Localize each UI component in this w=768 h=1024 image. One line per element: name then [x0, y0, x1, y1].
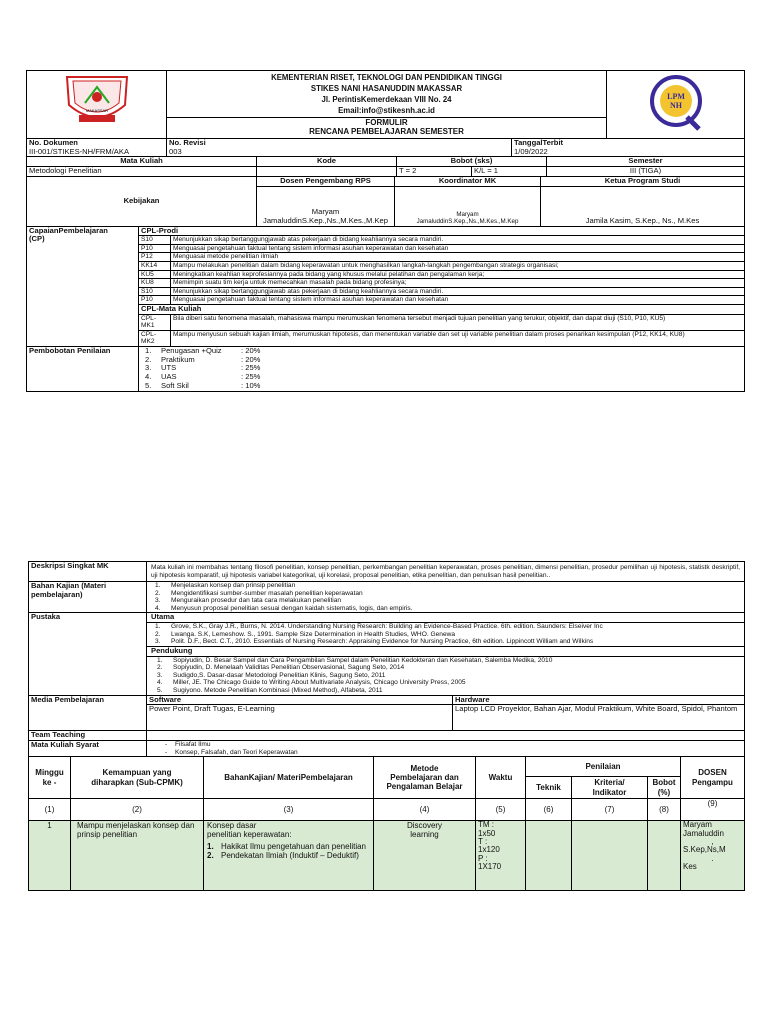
cpl-code: S10: [139, 236, 171, 245]
col-number: (5): [476, 799, 526, 821]
cpl-mk-label: CPL-Mata Kuliah: [139, 304, 745, 314]
svg-text:MAKASSAR: MAKASSAR: [85, 108, 108, 113]
no-revisi-cell: No. Revisi 003: [167, 139, 512, 157]
bobot-list: [139, 346, 745, 391]
cpl-mk-code: CPL- MK2: [139, 330, 171, 346]
ketua-prodi-label: Ketua Program Studi: [541, 176, 745, 186]
cpl-code: P10: [139, 244, 171, 253]
cpl-prodi-label: CPL-Prodi: [139, 226, 745, 236]
table-row: [29, 821, 745, 891]
list-item: - Konsep, Falsafah, dan Teori Keperawatan: [165, 748, 298, 756]
school-logo-icon: [61, 71, 133, 129]
school-name: STIKES NANI HASANUDDIN MAKASSAR: [310, 83, 463, 93]
col-bobot: Bobot (%): [648, 777, 681, 799]
tanggal-terbit-cell: TanggalTerbit 1/09/2022: [512, 139, 745, 157]
header-title-cell: [167, 71, 607, 139]
list-item: 3. Menguraikan prosedur dan tata cara melakukan penelitian: [155, 597, 342, 605]
col-number: (2): [71, 799, 204, 821]
cpl-code: P10: [139, 296, 171, 305]
mk-syarat-list: [147, 740, 745, 756]
pustaka-utama-label: Utama: [147, 613, 745, 623]
list-item: 3. Polit. D.F., Bect. C.T., 2010. Essentials of Nursing Research: Appraising Evidence for Nursing Practice, 6th edition. Lippincott William and Wilkins: [155, 638, 594, 646]
team-teaching-label: Team Teaching: [29, 731, 147, 741]
no-dokumen-cell: No. Dokumen III-001/STIKES-NH/FRM/AKA: [27, 139, 167, 157]
list-item: 4. Miller, JE. The Chicago Guide to Writing About Multivariate Analysis, Chicago University Press, 2005: [157, 679, 466, 687]
week-metode: Discovery learning: [374, 821, 476, 891]
logo-left-cell: [27, 71, 167, 139]
pustaka-pendukung-list: [147, 656, 745, 695]
list-item: 1. Menjelaskan konsep dan prinsip penelitian: [155, 582, 296, 590]
col-dosen: DOSEN Pengampu: [681, 757, 745, 799]
week-ability: Mampu menjelaskan konsep dan prinsip penelitian: [71, 821, 204, 891]
cpl-code: KU5: [139, 270, 171, 279]
cpl-code: P12: [139, 253, 171, 262]
cpl-text: Menunjukkan sikap bertanggungjawab atas pekerjaan di bidang keahliannya secara mandiri.: [171, 236, 745, 245]
week-teknik: [526, 821, 572, 891]
cpl-text: Mampu melakukan penelitian dalam bidang keperawatan untuk menghasilkan langkah-langkah pengembangan strategis organisasi;: [171, 262, 745, 271]
school-email: Email:info@stikesnh.ac.id: [338, 105, 435, 115]
form-title: RENCANA PEMBELAJARAN SEMESTER: [309, 127, 464, 136]
pustaka-label: Pustaka: [29, 613, 147, 695]
header-table: [26, 70, 745, 157]
cpl-code: KK14: [139, 262, 171, 271]
media-label: Media Pembelajaran: [29, 695, 147, 731]
ketua-prodi-value: Jamila Kasim, S.Kep., Ns., M.Kes: [541, 186, 745, 226]
cpl-text: Meningkatkan keahlian keprofesiannya pada bidang yang khusus melalui pelatihan dan pengalaman kerja;: [171, 270, 745, 279]
svg-text:NH: NH: [669, 101, 682, 110]
list-item: 1. Sopiyudin, D. Besar Sampel dan Cara Pengambilan Sampel dalam Penelitian Kedokteran dan Kesehatan, Salemba Medika, 2010: [157, 656, 553, 664]
form-label: FORMULIR: [365, 117, 408, 127]
cpl-text: Menguasai pengetahuan faktual tentang sistem informasi asuhan keperawatan dan kesehatan: [171, 244, 745, 253]
week-kriteria: [572, 821, 648, 891]
col-penilaian: Penilaian: [526, 757, 681, 777]
cpl-mk-text: Bila diberi satu fenomena masalah, mahasiswa mampu merumuskan fenomena tersebut menjadi tujuan penelitian yang terukur, objektif, dan dapat diuji (S10, P10, KU5): [171, 314, 745, 330]
col-metode: Metode Pembelajaran dan Pengalaman Belajar: [374, 757, 476, 799]
cpl-label: CapaianPembelajaran (CP): [27, 226, 139, 346]
lpm-logo-icon: [641, 71, 711, 133]
cpl-code: S10: [139, 287, 171, 296]
page-2: [28, 561, 744, 891]
cpl-text: Menunjukkan sikap bertanggungjawab atas pekerjaan di bidang keahliannya secara mandiri.: [171, 287, 745, 296]
col-teknik: Teknik: [526, 777, 572, 799]
col-kriteria: Kriteria/ Indikator: [572, 777, 648, 799]
mata-kuliah-value: Metodologi Penelitian: [27, 167, 257, 177]
week-bahan: Konsep dasar penelitian keperawatan: 1. Hakikat Ilmu pengetahuan dan penelitian 2. Pendekatan Ilmiah (Induktif – Deduktif): [204, 821, 374, 891]
col-number: (1): [29, 799, 71, 821]
bahan-kajian-list: [147, 582, 745, 613]
dosen-pengembang-label: Dosen Pengembang RPS: [257, 176, 395, 186]
list-item: 2. Lwanga. S.K, Lemeshow. S., 1991. Sample Size Determination in Health Studies, WHO. Genewa: [155, 630, 456, 638]
cpl-code: KU8: [139, 279, 171, 288]
bahan-kajian-label: Bahan Kajian (Materi pembelajaran): [29, 582, 147, 613]
cpl-table: [26, 226, 745, 347]
week-waktu: TM : 1x50 T : 1x120 P : 1X170: [476, 821, 526, 891]
week-dosen: Maryam Jamaluddin , S.Kep,Ns,M . Kes: [681, 821, 745, 891]
col-number: (6): [526, 799, 572, 821]
svg-text:LPM: LPM: [666, 92, 685, 101]
list-item: 1. Grove, S.K., Gray J.R., Burns, N. 2014. Understanding Nursing Research: Building an Evidence-Based Practice. 6th. edition. Saunders: Elseiver Inc: [155, 623, 603, 631]
pustaka-pendukung-label: Pendukung: [147, 646, 745, 656]
col-number: (4): [374, 799, 476, 821]
list-item: 4. Menyusun proposal penelitian sesuai dengan kaidah sistematis, logis, dan empiris.: [155, 604, 413, 612]
software-value: Power Point, Draft Tugas, E-Learning: [147, 705, 453, 731]
bobot-item: 4. UAS : 25%: [145, 372, 261, 382]
bobot-kl-value: K/L = 1: [472, 167, 547, 177]
team-teaching-value: [147, 731, 745, 741]
deskripsi-text: Mata kuliah ini membahas tentang filosofi penelitian, konsep penelitian, perkembangan penelitian keperawatan, proses penelitian, dimensi penelitian, prosedur pemilihan uji hipotesis, statistk deskriptif, uji hipotesis komparatif, uji hipotesis variabel kategorikal, uji korelasi, proposal penelitian, etika penelitian, dan penulisan hasil penelitian..: [147, 562, 745, 582]
bobot-table: [26, 346, 745, 392]
cpl-text: Menguasai metode penelitian ilmiah: [171, 253, 745, 262]
bobot-t-value: T = 2: [397, 167, 472, 177]
logo-right-cell: [607, 71, 745, 139]
dosen-pengembang-value: Maryam JamaluddinS.Kep.,Ns.,M.Kes.,M.Kep: [257, 186, 395, 226]
team-table: [28, 730, 745, 757]
hardware-label: Hardware: [453, 695, 745, 705]
media-table: [28, 695, 745, 732]
semester-value: III (TIGA): [547, 167, 745, 177]
col-number: (8): [648, 799, 681, 821]
kebijakan-label: Kebijakan: [27, 176, 257, 226]
ministry-name: KEMENTERIAN RISET, TEKNOLOGI DAN PENDIDIKAN TINGGI: [271, 73, 502, 82]
hardware-value: Laptop LCD Proyektor, Bahan Ajar, Modul Praktikum, White Board, Spidol, Phantom: [453, 705, 745, 731]
list-item: 5. Sugiyono. Metode Penelitian Kombinasi (Mixed Method), Alfabeta, 2011: [157, 686, 383, 694]
page-1: [26, 70, 744, 392]
koordinator-mk-label: Koordinator MK: [395, 176, 541, 186]
col-minggu: Minggu ke -: [29, 757, 71, 799]
pustaka-utama-list: [147, 623, 745, 647]
bobot-item: 1. Penugasan +Quiz : 20%: [145, 346, 261, 355]
cpl-mk-text: Mampu menyusun sebuah kajian ilmiah, merumuskan hipotesis, dan menentukan variable dan set uji variable penelitian dalam proses penarikan kesimpulan (P12, KK14, KU8): [171, 330, 745, 346]
mk-syarat-label: Mata Kuliah Syarat: [29, 740, 147, 756]
col-kemampuan: Kemampuan yang diharapkan (Sub-CPMK): [71, 757, 204, 799]
cpl-mk-code: CPL- MK1: [139, 314, 171, 330]
bobot-sks-label: Bobot (sks): [397, 157, 547, 167]
bobot-item: 5. Soft Skil : 10%: [145, 380, 261, 390]
semester-label: Semester: [547, 157, 745, 167]
school-address: Jl. PerintisKemerdekaan VIII No. 24: [321, 94, 452, 104]
col-waktu: Waktu: [476, 757, 526, 799]
bobot-item: 2. Praktikum : 20%: [145, 354, 261, 364]
weekly-table: [28, 756, 745, 891]
software-label: Software: [147, 695, 453, 705]
col-bahan-kajian: BahanKajian/ MateriPembelajaran: [204, 757, 374, 799]
col-number: (9): [681, 799, 745, 821]
list-item: - Filsafat Ilmu: [165, 740, 211, 748]
kode-label: Kode: [257, 157, 397, 167]
koordinator-mk-value: Maryam JamaluddinS.Kep.,Ns.,M.Kes.,M.Kep: [395, 186, 541, 226]
deskripsi-label: Deskripsi Singkat MK: [29, 562, 147, 582]
week-number: 1: [29, 821, 71, 891]
col-number: (7): [572, 799, 648, 821]
col-number: (3): [204, 799, 374, 821]
list-item: 2. Sopiyudin, D. Menelaah Validitas Penelitian Observasional, Sagung Seto, 2014: [157, 664, 405, 672]
week-bobot: [648, 821, 681, 891]
bobot-item: 3. UTS : 25%: [145, 363, 261, 373]
cpl-text: Memimpin suatu tim kerja untuk memecahkan masalah pada bidang profesinya;: [171, 279, 745, 288]
list-item: 2. Mengidentifikasi sumber-sumber masalah penelitian keperawatan: [155, 589, 363, 597]
bobot-label: Pembobotan Penilaian: [27, 346, 139, 391]
kebijakan-table: [26, 176, 745, 227]
course-table: [26, 156, 745, 176]
pustaka-table: [28, 612, 745, 695]
mata-kuliah-label: Mata Kuliah: [27, 157, 257, 167]
desc-table: [28, 561, 745, 613]
cpl-text: Menguasai pengetahuan faktual tentang sistem informasi asuhan keperawatan dan kesehatan: [171, 296, 745, 305]
list-item: 3. Sudigdo,S. Dasar-dasar Metodologi Penelitian Klinis, Sagung Seto, 2011: [157, 671, 386, 679]
